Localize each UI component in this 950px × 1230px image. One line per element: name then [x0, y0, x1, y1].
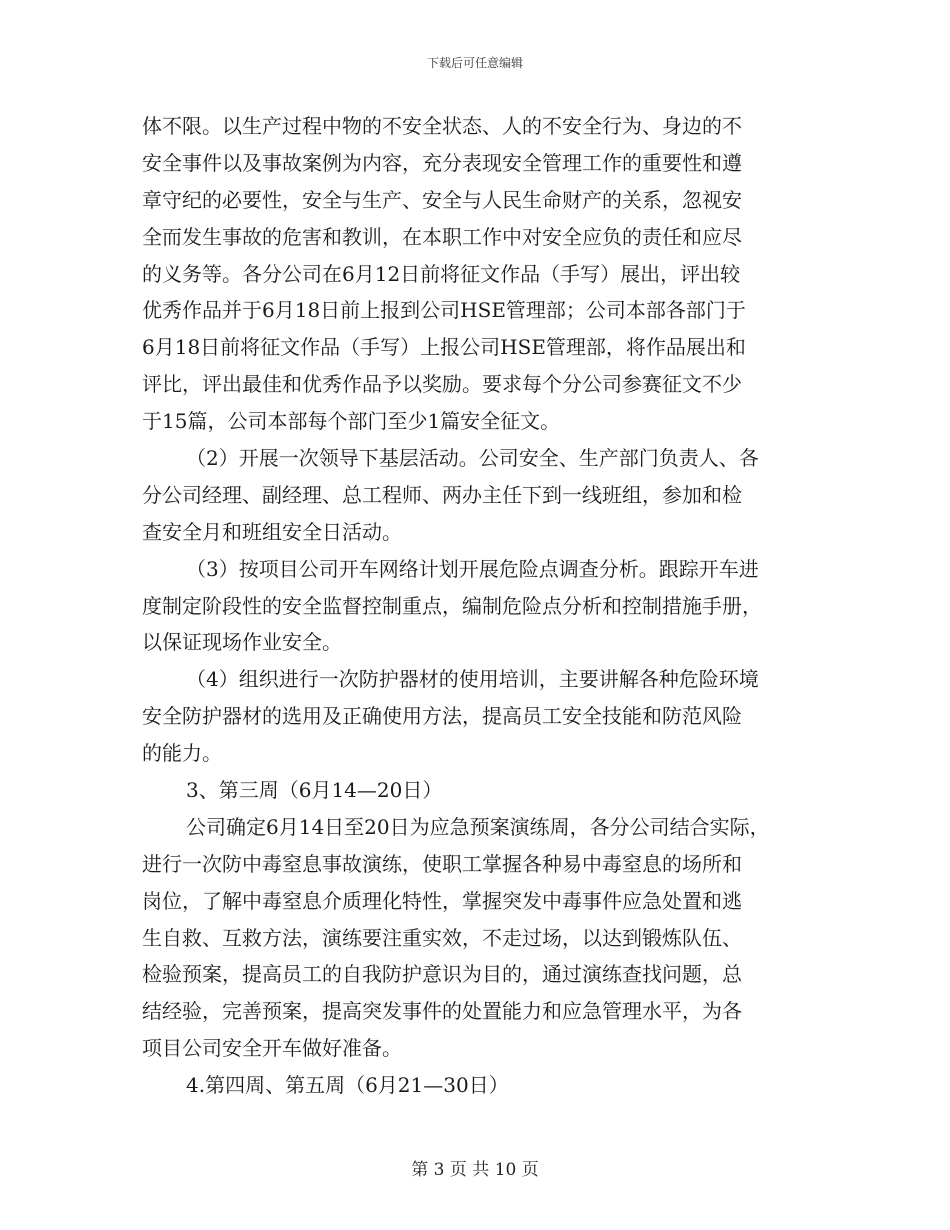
text-line: 岗位，了解中毒窒息介质理化特性，掌握突发中毒事件应急处置和逃	[142, 888, 742, 913]
text-line: 的义务等。各分公司在6月12日前将征文作品（手写）展出，评出较	[142, 261, 741, 286]
text-line: 全而发生事故的危害和教训，在本职工作中对安全应负的责任和应尽	[142, 224, 742, 249]
text-line: （2）开展一次领导下基层活动。公司安全、生产部门负责人、各	[186, 446, 759, 471]
text-line: 查安全月和班组安全日活动。	[142, 519, 402, 544]
text-line: 生自救、互救方法，演练要注重实效，不走过场，以达到锻炼队伍、	[142, 925, 742, 950]
text-line: 于15篇，公司本部每个部门至少1篇安全征文。	[142, 409, 561, 434]
text-line: 章守纪的必要性，安全与生产、安全与人民生命财产的关系，忽视安	[142, 187, 742, 212]
text-line: 的能力。	[142, 741, 222, 766]
text-line: （3）按项目公司开车网络计划开展危险点调查分析。跟踪开车进	[186, 556, 759, 581]
text-line: （4）组织进行一次防护器材的使用培训，主要讲解各种危险环境	[186, 667, 759, 692]
page-header: 下载后可任意编辑	[426, 56, 523, 70]
text-line: 安全事件以及事故案例为内容，充分表现安全管理工作的重要性和遵	[142, 150, 742, 175]
text-line: 结经验，完善预案，提高突发事件的处置能力和应急管理水平，为各	[142, 999, 742, 1024]
text-line: 度制定阶段性的安全监督控制重点，编制危险点分析和控制措施手册，	[142, 593, 762, 618]
text-line: 分公司经理、副经理、总工程师、两办主任下到一线班组，参加和检	[142, 482, 742, 507]
text-line: 安全防护器材的选用及正确使用方法，提高员工安全技能和防范风险	[142, 704, 742, 729]
text-line: 进行一次防中毒窒息事故演练，使职工掌握各种易中毒窒息的场所和	[142, 851, 742, 876]
text-line: 4.第四周、第五周（6月21—30日）	[186, 1073, 509, 1098]
text-line: 体不限。以生产过程中物的不安全状态、人的不安全行为、身边的不	[142, 114, 742, 138]
text-line: 公司确定6月14日至20日为应急预案演练周，各分公司结合实际，	[186, 814, 770, 839]
document-body	[142, 108, 822, 1104]
text-line: 项目公司安全开车做好准备。	[142, 1036, 402, 1061]
text-line: 优秀作品并于6月18日前上报到公司HSE管理部；公司本部各部门于	[142, 298, 746, 323]
text-line: 6月18日前将征文作品（手写）上报公司HSE管理部，将作品展出和	[142, 335, 746, 360]
text-line: 评比，评出最佳和优秀作品予以奖励。要求每个分公司参赛征文不少	[142, 372, 742, 397]
text-line: 以保证现场作业安全。	[142, 630, 342, 655]
page-footer: 第 3 页 共 10 页	[411, 1160, 539, 1180]
text-line: 检验预案，提高员工的自我防护意识为目的，通过演练查找问题，总	[142, 962, 742, 987]
text-line: 3、第三周（6月14—20日）	[186, 778, 443, 803]
